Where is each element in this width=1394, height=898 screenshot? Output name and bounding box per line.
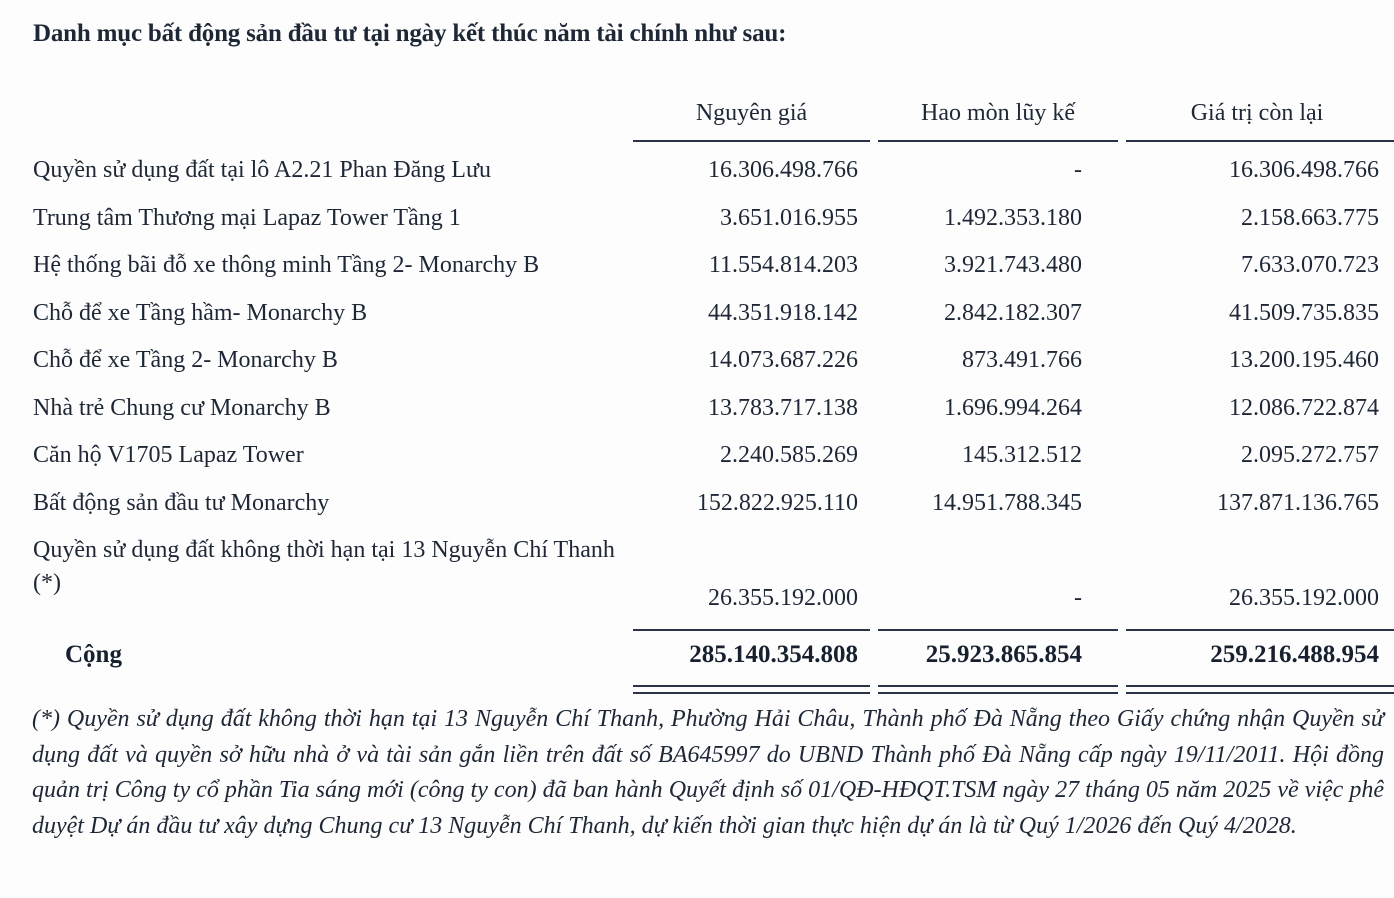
total-hao-mon: 25.923.865.854	[925, 641, 1082, 668]
subtotal-rule-col2	[878, 629, 1118, 631]
subtotal-rule-col1	[633, 629, 870, 631]
total-rule-col3	[1126, 685, 1394, 694]
cell-gia-tri-con-lai: 13.200.195.460	[1229, 347, 1379, 373]
table-row	[0, 530, 1394, 625]
cell-nguyen-gia: 13.783.717.138	[708, 394, 858, 421]
subtotal-rule-band	[0, 625, 1394, 639]
total-rule-col1	[633, 685, 870, 694]
table-row	[0, 150, 1394, 198]
cell-gia-tri-con-lai: 2.158.663.775	[1241, 204, 1379, 231]
cell-nguyen-gia: 3.651.016.955	[720, 204, 858, 231]
total-gia-tri-con-lai: 259.216.488.954	[1210, 641, 1379, 668]
table-row	[0, 198, 1394, 246]
row-label: Bất động sản đầu tư Monarchy	[33, 489, 330, 516]
cell-hao-mon: -	[1074, 157, 1082, 183]
cell-gia-tri-con-lai: 7.633.070.723	[1241, 252, 1379, 278]
cell-gia-tri-con-lai: 2.095.272.757	[1241, 442, 1379, 468]
header-rule-col2	[878, 140, 1118, 142]
cell-hao-mon: 3.921.743.480	[944, 252, 1082, 278]
row-label: Quyền sử dụng đất không thời hạn tại 13 Nguyễn Chí Thanh (*)	[33, 537, 615, 596]
row-label: Trung tâm Thương mại Lapaz Tower Tầng 1	[33, 204, 461, 231]
header-rule-col3	[1126, 140, 1394, 142]
total-rule-band	[0, 685, 1394, 695]
header-rule-col1	[633, 140, 870, 142]
cell-nguyen-gia: 14.073.687.226	[708, 347, 858, 373]
subtotal-rule-col3	[1126, 629, 1394, 631]
row-label: Nhà trẻ Chung cư Monarchy B	[33, 394, 331, 421]
table-header-row	[0, 100, 1394, 146]
row-label: Hệ thống bãi đỗ xe thông minh Tầng 2- Monarchy B	[33, 252, 540, 278]
row-label: Căn hộ V1705 Lapaz Tower	[33, 442, 304, 468]
cell-gia-tri-con-lai: 16.306.498.766	[1229, 157, 1379, 183]
cell-nguyen-gia: 11.554.814.203	[708, 252, 858, 278]
cell-hao-mon: 1.696.994.264	[944, 394, 1082, 421]
cell-nguyen-gia: 2.240.585.269	[720, 442, 858, 468]
cell-gia-tri-con-lai: 26.355.192.000	[1229, 585, 1379, 611]
table-row	[0, 483, 1394, 531]
cell-hao-mon: 1.492.353.180	[944, 204, 1082, 231]
table-row	[0, 293, 1394, 341]
cell-gia-tri-con-lai: 12.086.722.874	[1229, 394, 1379, 421]
column-header-hao-mon-luy-ke: Hao mòn lũy kế	[921, 100, 1075, 126]
cell-hao-mon: 145.312.512	[962, 442, 1082, 468]
row-label: Chỗ để xe Tầng 2- Monarchy B	[33, 347, 338, 373]
row-label: Chỗ để xe Tầng hầm- Monarchy B	[33, 299, 368, 326]
cell-hao-mon: -	[1074, 585, 1082, 611]
cell-nguyen-gia: 44.351.918.142	[708, 299, 858, 326]
table-total-row	[0, 639, 1394, 685]
footnote-text: (*) Quyền sử dụng đất không thời hạn tại 13 Nguyễn Chí Thanh, Phường Hải Châu, Thành phố Đà Nẵng theo Giấy chứng nhận Quyền sử dụng đất và quyền sở hữu nhà ở và tài sản gắn liền trên đất số BA645997 do UBND Thành phố Đà Nẵng cấp ngày 19/11/2011. Hội đồng quản trị Công ty cổ phần Tia sáng mới (công ty con) đã ban hành Quyết định số 01/QĐ-HĐQT.TSM ngày 27 tháng 05 năm 2025 về việc phê duyệt Dự án đầu tư xây dựng Chung cư 13 Nguyễn Chí Thanh, dự kiến thời gian thực hiện dự án là từ Quý 1/2026 đến Quý 4/2028.	[32, 706, 1384, 839]
cell-nguyen-gia: 152.822.925.110	[696, 489, 858, 516]
table-body	[0, 150, 1394, 695]
table-row	[0, 245, 1394, 293]
table-row	[0, 435, 1394, 483]
investment-property-table	[0, 100, 1394, 695]
table-row	[0, 388, 1394, 436]
page-title: Danh mục bất động sản đầu tư tại ngày kết thúc năm tài chính như sau:	[33, 20, 787, 47]
cell-gia-tri-con-lai: 41.509.735.835	[1229, 299, 1379, 326]
cell-nguyen-gia: 16.306.498.766	[708, 157, 858, 183]
cell-hao-mon: 873.491.766	[962, 347, 1082, 373]
table-row	[0, 340, 1394, 388]
cell-hao-mon: 14.951.788.345	[932, 489, 1082, 516]
total-nguyen-gia: 285.140.354.808	[689, 641, 858, 668]
column-header-nguyen-gia: Nguyên giá	[695, 100, 808, 126]
column-header-gia-tri-con-lai: Giá trị còn lại	[1190, 100, 1324, 126]
row-label: Quyền sử dụng đất tại lô A2.21 Phan Đăng Lưu	[33, 157, 491, 183]
total-rule-col2	[878, 685, 1118, 694]
cell-nguyen-gia: 26.355.192.000	[708, 585, 858, 611]
cell-hao-mon: 2.842.182.307	[944, 299, 1082, 326]
cell-gia-tri-con-lai: 137.871.136.765	[1217, 489, 1379, 516]
total-label: Cộng	[65, 641, 122, 668]
